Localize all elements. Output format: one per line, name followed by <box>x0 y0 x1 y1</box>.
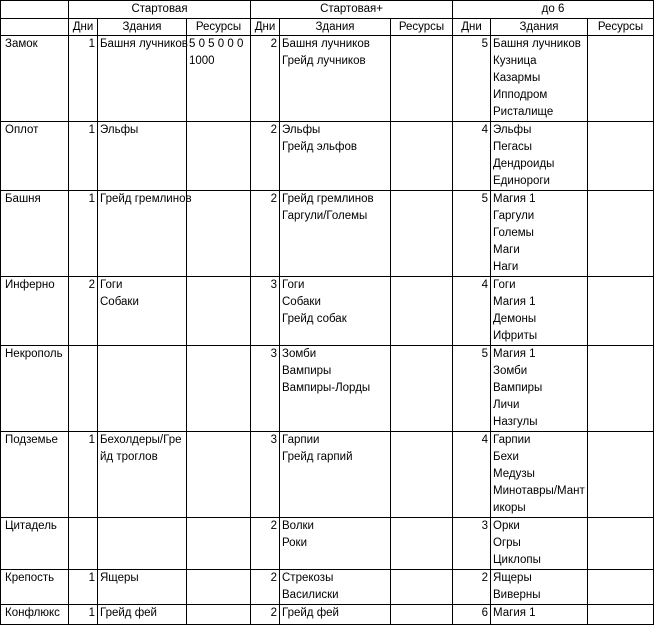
days-cell[interactable]: 2 <box>251 605 280 625</box>
building-entry: Казармы <box>493 72 541 84</box>
building-entry: Василиски <box>282 589 339 601</box>
table-row <box>1 346 654 432</box>
resources-cell[interactable] <box>588 346 654 432</box>
table-row <box>1 36 654 122</box>
corner-cell[interactable] <box>1 1 69 19</box>
days-cell[interactable]: 2 <box>69 277 98 346</box>
building-entry: Грейд гремлинов <box>100 193 192 205</box>
subheader-resources[interactable]: Ресурсы <box>588 19 654 36</box>
buildings-cell[interactable] <box>98 277 187 346</box>
buildings-cell[interactable] <box>491 432 588 518</box>
buildings-cell[interactable] <box>280 432 391 518</box>
building-entry: Эльфы <box>282 124 321 136</box>
building-entry: Грейд гремлинов <box>282 193 374 205</box>
town-name-cell[interactable]: Конфлюкс <box>1 605 69 625</box>
building-entry: Кузница <box>493 55 537 67</box>
buildings-cell[interactable] <box>98 432 187 518</box>
building-entry: Единороги <box>493 175 550 187</box>
town-name-cell[interactable]: Цитадель <box>1 518 69 570</box>
resources-cell[interactable] <box>391 346 453 432</box>
days-cell[interactable]: 4 <box>453 122 491 191</box>
group-header-up-to-6[interactable]: до 6 <box>453 1 654 19</box>
building-entry: Минотавры/Мантикоры <box>493 485 585 514</box>
building-entry: Зомби <box>493 365 528 377</box>
group-header-start-plus[interactable]: Стартовая+ <box>251 1 453 19</box>
days-cell[interactable]: 2 <box>251 191 280 277</box>
resources-cell[interactable] <box>588 36 654 122</box>
days-cell[interactable]: 5 <box>453 191 491 277</box>
building-entry: Грейд гарпий <box>282 451 353 463</box>
building-entry: Грейд эльфов <box>282 141 357 153</box>
days-cell[interactable]: 1 <box>69 36 98 122</box>
resources-cell[interactable] <box>187 518 251 570</box>
building-entry: Вампиры-Лорды <box>282 382 371 394</box>
table-row <box>1 122 654 191</box>
subheader-blank[interactable] <box>1 19 69 36</box>
town-name-cell[interactable]: Башня <box>1 191 69 277</box>
buildings-cell[interactable] <box>98 570 187 605</box>
building-entry: Ипподром <box>493 89 548 101</box>
days-cell[interactable]: 5 <box>453 346 491 432</box>
resource-entry: 1000 <box>189 55 215 67</box>
subheader-days[interactable]: Дни <box>69 19 98 36</box>
building-entry: Личи <box>493 399 520 411</box>
table-row <box>1 518 654 570</box>
days-cell[interactable]: 6 <box>453 605 491 625</box>
resources-cell[interactable] <box>187 346 251 432</box>
town-name-cell[interactable]: Оплот <box>1 122 69 191</box>
building-entry: Медузы <box>493 468 535 480</box>
building-entry: Магия 1 <box>493 348 536 360</box>
building-entry: Эльфы <box>493 124 532 136</box>
buildings-cell[interactable] <box>491 191 588 277</box>
buildings-cell[interactable] <box>98 518 187 570</box>
town-name-cell[interactable]: Некрополь <box>1 346 69 432</box>
resources-cell[interactable] <box>588 122 654 191</box>
days-cell[interactable]: 2 <box>251 570 280 605</box>
subheader-resources[interactable]: Ресурсы <box>187 19 251 36</box>
building-entry: Магия 1 <box>493 296 536 308</box>
days-cell[interactable]: 4 <box>453 277 491 346</box>
building-entry: Гоги <box>282 279 305 291</box>
building-entry: Волки <box>282 520 314 532</box>
building-entry: Грейд собак <box>282 313 347 325</box>
resources-cell[interactable] <box>187 570 251 605</box>
days-cell[interactable]: 1 <box>69 570 98 605</box>
resources-cell[interactable] <box>588 518 654 570</box>
building-entry: Грейд фей <box>100 607 157 619</box>
resources-cell[interactable] <box>588 191 654 277</box>
building-entry: Гарпии <box>493 434 531 446</box>
days-cell[interactable] <box>69 518 98 570</box>
days-cell[interactable]: 1 <box>69 605 98 625</box>
resources-cell[interactable] <box>391 191 453 277</box>
group-header-start[interactable]: Стартовая <box>69 1 251 19</box>
building-entry: Дендроиды <box>493 158 555 170</box>
buildings-cell[interactable] <box>280 605 391 625</box>
building-entry: Гаргули/Големы <box>282 210 368 222</box>
days-cell[interactable]: 2 <box>251 122 280 191</box>
building-entry: Маги <box>493 244 520 256</box>
buildings-cell[interactable] <box>280 122 391 191</box>
building-entry: Гарпии <box>282 434 320 446</box>
resources-cell[interactable] <box>588 277 654 346</box>
resources-cell[interactable] <box>187 605 251 625</box>
table-row <box>1 605 654 625</box>
days-cell[interactable]: 1 <box>69 122 98 191</box>
resources-cell[interactable] <box>391 518 453 570</box>
building-entry: Гоги <box>493 279 516 291</box>
buildings-cell[interactable] <box>280 277 391 346</box>
building-entry: Собаки <box>282 296 321 308</box>
building-entry: Орки <box>493 520 520 532</box>
days-cell[interactable]: 4 <box>453 432 491 518</box>
resources-cell[interactable] <box>391 605 453 625</box>
resources-cell[interactable] <box>391 432 453 518</box>
buildings-cell[interactable] <box>280 36 391 122</box>
buildings-cell[interactable] <box>280 518 391 570</box>
building-entry: Грейд фей <box>282 607 339 619</box>
building-entry: Демоны <box>493 313 537 325</box>
days-cell[interactable]: 1 <box>69 191 98 277</box>
subheader-resources[interactable]: Ресурсы <box>391 19 453 36</box>
buildings-cell[interactable] <box>491 570 588 605</box>
building-entry: Зомби <box>282 348 317 360</box>
building-entry: Вампиры <box>493 382 543 394</box>
days-cell[interactable]: 3 <box>251 277 280 346</box>
subheader-days[interactable]: Дни <box>251 19 280 36</box>
town-name-cell[interactable]: Крепость <box>1 570 69 605</box>
resources-cell[interactable] <box>588 432 654 518</box>
resources-cell[interactable] <box>391 570 453 605</box>
buildings-cell[interactable] <box>491 605 588 625</box>
town-name-cell[interactable]: Инферно <box>1 277 69 346</box>
days-cell[interactable]: 5 <box>453 36 491 122</box>
building-entry: Виверны <box>493 589 541 601</box>
building-entry: Ифриты <box>493 330 538 342</box>
days-cell[interactable]: 3 <box>251 346 280 432</box>
building-entry: Пегасы <box>493 141 533 153</box>
building-entry: Ристалище <box>493 106 554 118</box>
building-entry: Циклопы <box>493 554 541 566</box>
buildings-cell[interactable] <box>491 36 588 122</box>
buildings-cell[interactable] <box>491 518 588 570</box>
buildings-cell[interactable] <box>98 191 192 277</box>
resources-cell[interactable] <box>187 122 251 191</box>
table-row <box>1 570 654 605</box>
building-entry: Гоги <box>100 279 123 291</box>
days-cell[interactable]: 2 <box>453 570 491 605</box>
building-entry: Наги <box>493 261 519 273</box>
resources-cell[interactable] <box>391 277 453 346</box>
days-cell[interactable]: 3 <box>251 432 280 518</box>
building-entry: Собаки <box>100 296 139 308</box>
building-entry: Башня лучников <box>100 38 188 50</box>
resources-cell[interactable] <box>391 122 453 191</box>
subheader-buildings[interactable]: Здания <box>280 19 391 36</box>
building-entry: Магия 1 <box>493 607 536 619</box>
building-entry: Ящеры <box>100 572 139 584</box>
days-cell[interactable]: 3 <box>453 518 491 570</box>
buildings-cell[interactable] <box>280 191 391 277</box>
resources-cell[interactable] <box>187 191 251 277</box>
subheader-days[interactable]: Дни <box>453 19 491 36</box>
buildings-cell[interactable] <box>491 277 588 346</box>
buildings-cell[interactable] <box>280 346 391 432</box>
table-row <box>1 277 654 346</box>
resources-cell[interactable] <box>187 36 251 122</box>
building-entry: Вампиры <box>282 365 332 377</box>
building-entry: Магия 1 <box>493 193 536 205</box>
days-cell[interactable]: 2 <box>251 36 280 122</box>
table-row <box>1 432 654 518</box>
resources-cell[interactable] <box>187 277 251 346</box>
building-entry: Назгулы <box>493 416 538 428</box>
building-entry: Големы <box>493 227 534 239</box>
resources-cell[interactable] <box>391 36 453 122</box>
days-cell[interactable] <box>69 346 98 432</box>
building-entry: Бехи <box>493 451 519 463</box>
buildings-cell[interactable] <box>98 346 187 432</box>
subheader-buildings[interactable]: Здания <box>491 19 588 36</box>
town-name-cell[interactable]: Подземье <box>1 432 69 518</box>
building-entry: Ящеры <box>493 572 532 584</box>
subheader-buildings[interactable]: Здания <box>98 19 187 36</box>
table-row <box>1 191 654 277</box>
buildings-cell[interactable] <box>98 36 187 122</box>
building-entry: Башня лучников <box>493 38 581 50</box>
building-entry: Башня лучников <box>282 38 370 50</box>
days-cell[interactable]: 1 <box>69 432 98 518</box>
buildings-cell[interactable] <box>491 346 588 432</box>
resources-cell[interactable] <box>588 605 654 625</box>
town-name-cell[interactable]: Замок <box>1 36 69 122</box>
building-entry: Огры <box>493 537 521 549</box>
buildings-cell[interactable] <box>98 605 187 625</box>
building-entry: Гаргули <box>493 210 535 222</box>
building-entry: Грейд лучников <box>282 55 366 67</box>
buildings-cell[interactable] <box>491 122 588 191</box>
building-entry: Роки <box>282 537 308 549</box>
building-entry: Эльфы <box>100 124 139 136</box>
building-entry: Бехолдеры/Грейд троглов <box>100 434 182 463</box>
buildings-cell[interactable] <box>280 570 391 605</box>
resources-cell[interactable] <box>588 570 654 605</box>
table-body <box>1 36 654 625</box>
building-entry: Стрекозы <box>282 572 334 584</box>
buildings-cell[interactable] <box>98 122 187 191</box>
resources-cell[interactable] <box>187 432 251 518</box>
resource-entry: 5 0 5 0 0 0 <box>189 38 244 50</box>
days-cell[interactable]: 2 <box>251 518 280 570</box>
